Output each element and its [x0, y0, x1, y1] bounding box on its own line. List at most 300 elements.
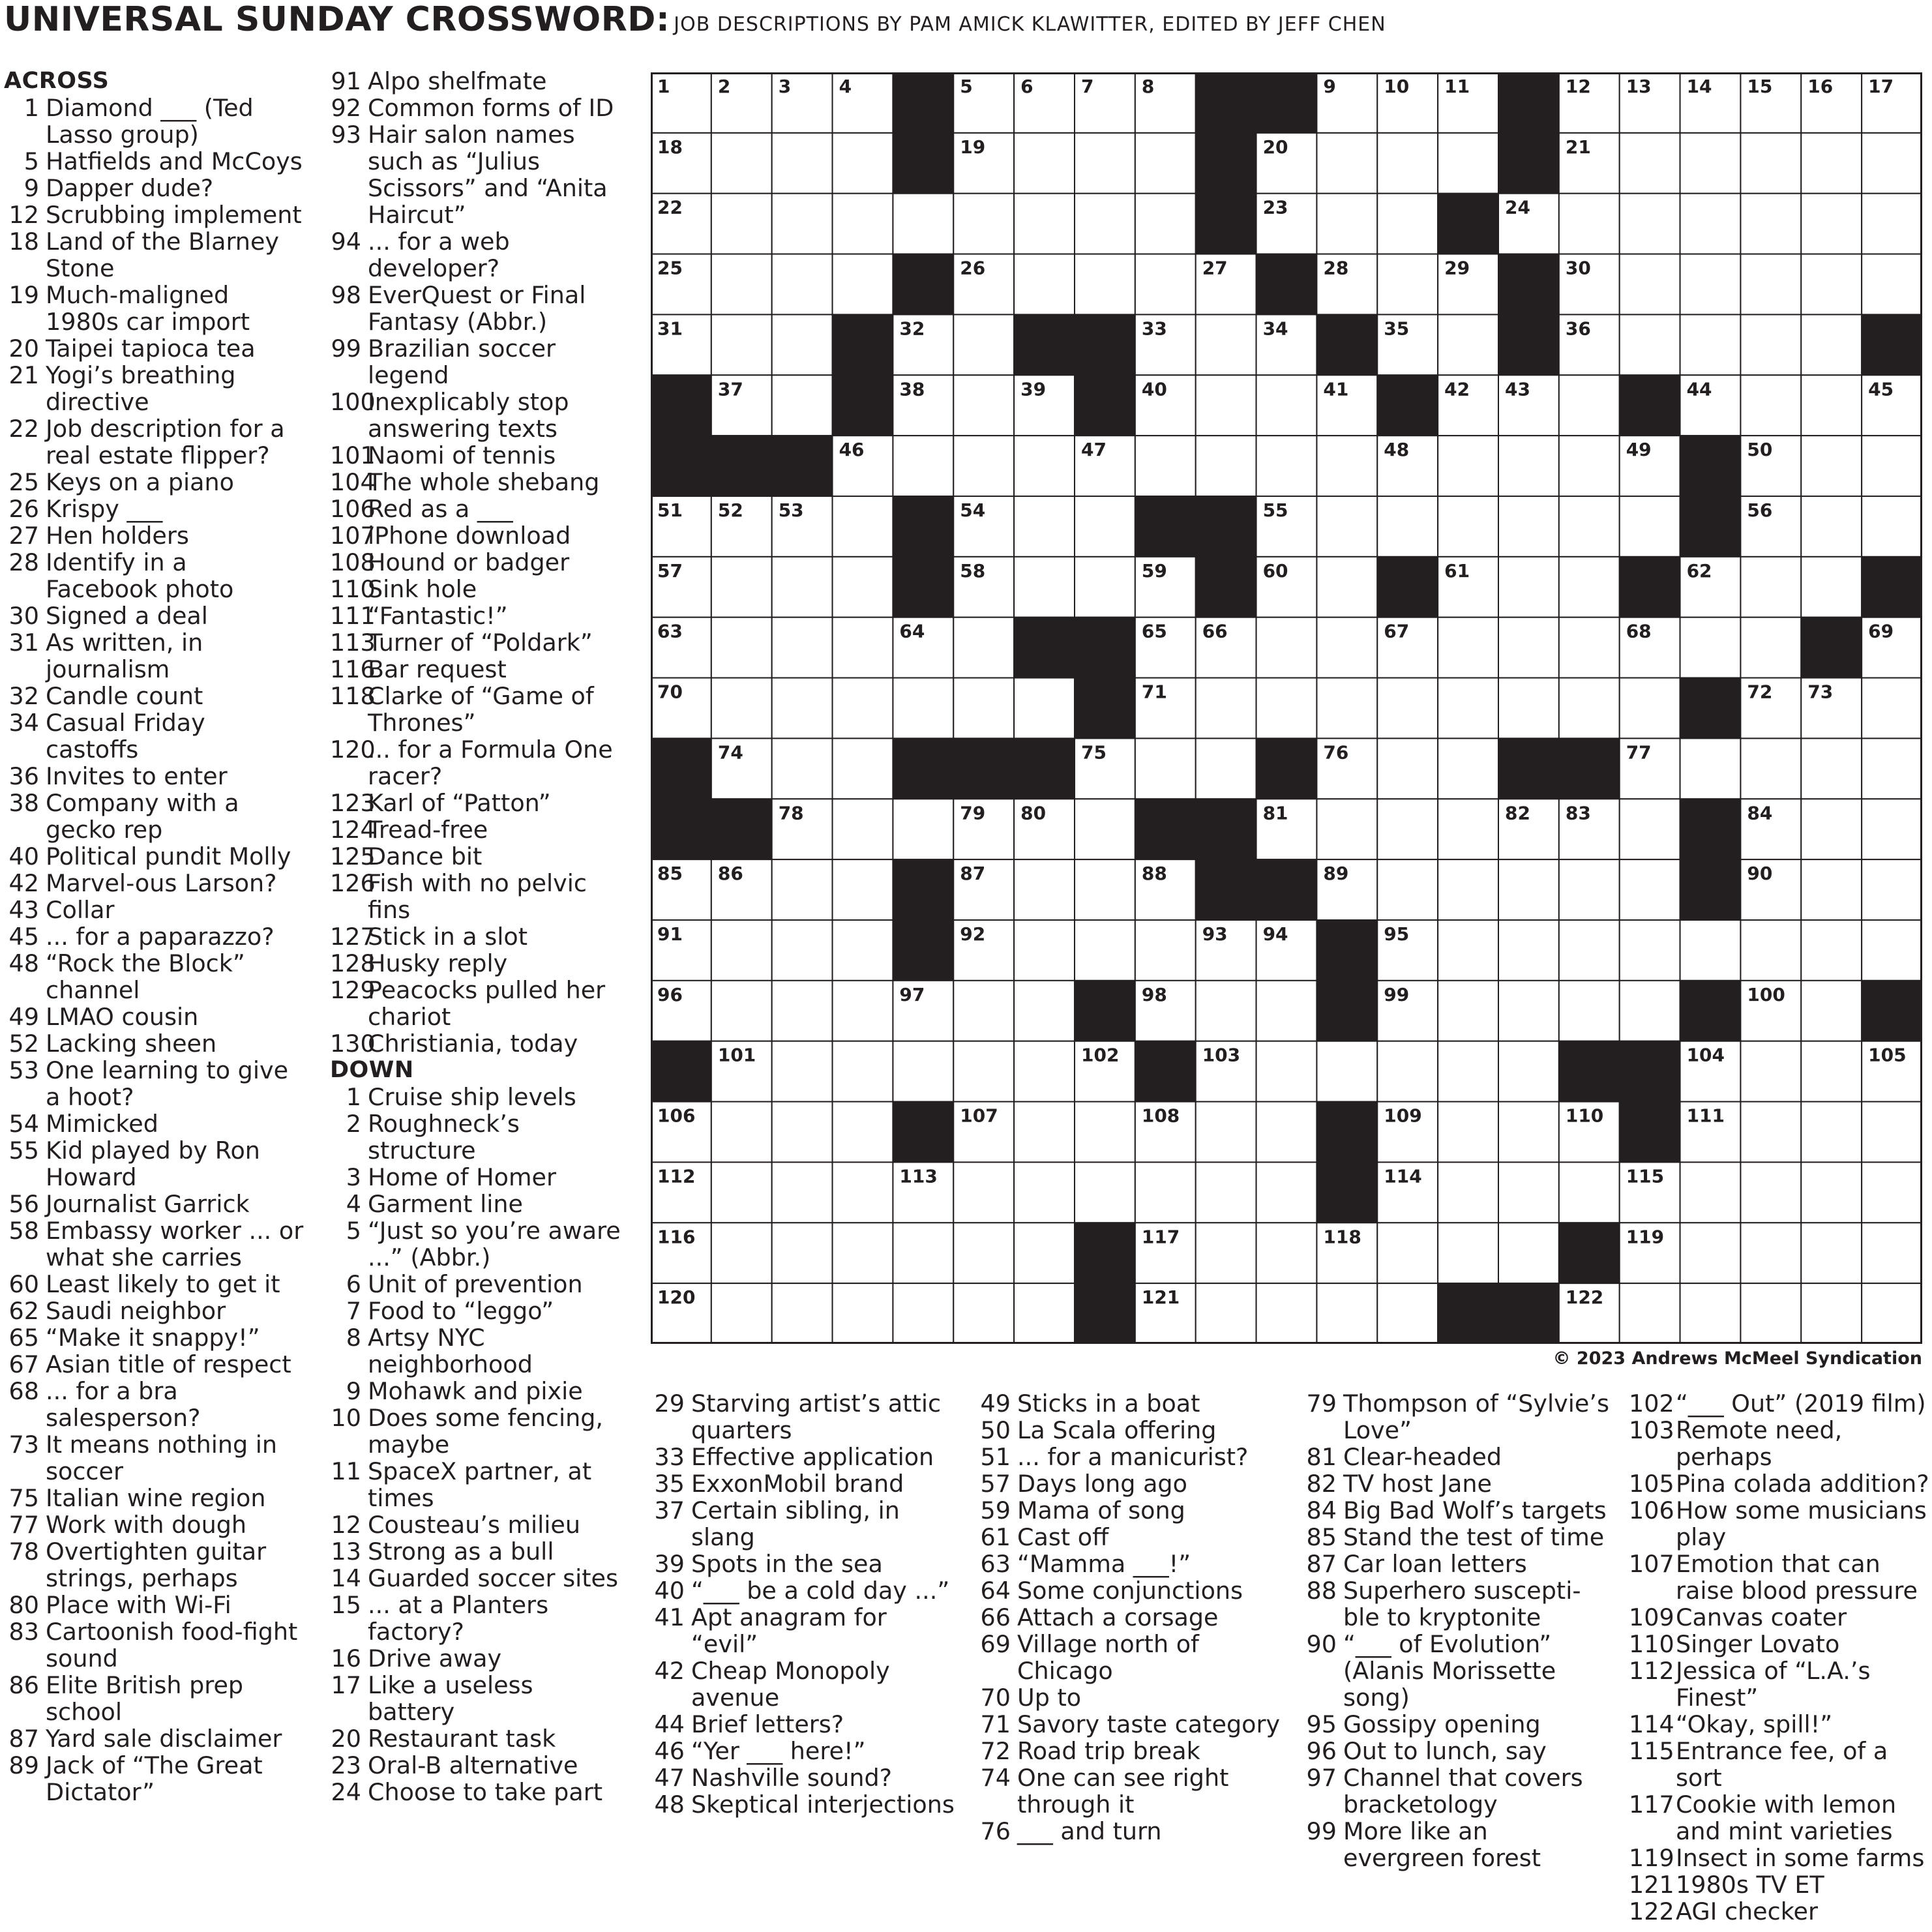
- grid-cell[interactable]: [1862, 799, 1922, 859]
- down-clue-33[interactable]: [651, 1444, 957, 1470]
- across-clue-5[interactable]: [4, 148, 305, 175]
- grid-cell[interactable]: [1014, 1162, 1075, 1223]
- grid-cell[interactable]: [1196, 375, 1256, 436]
- across-clue-106[interactable]: [330, 496, 627, 522]
- down-clue-105[interactable]: [1629, 1470, 1932, 1497]
- across-clue-36[interactable]: [4, 763, 305, 790]
- grid-cell[interactable]: [1438, 617, 1498, 678]
- down-clue-46[interactable]: [651, 1738, 957, 1764]
- grid-cell[interactable]: [1135, 738, 1196, 799]
- across-clue-118[interactable]: [330, 683, 627, 736]
- down-clue-69[interactable]: [977, 1631, 1283, 1684]
- grid-cell[interactable]: [711, 1162, 772, 1223]
- down-clue-81[interactable]: [1303, 1444, 1609, 1470]
- grid-cell[interactable]: [1680, 133, 1741, 194]
- grid-cell[interactable]: [711, 617, 772, 678]
- grid-cell[interactable]: [772, 314, 833, 375]
- grid-cell[interactable]: [953, 1283, 1014, 1344]
- down-clue-115[interactable]: [1629, 1738, 1932, 1791]
- grid-cell[interactable]: [772, 738, 833, 799]
- grid-cell[interactable]: [1498, 1102, 1559, 1163]
- grid-cell[interactable]: [1680, 738, 1741, 799]
- grid-cell[interactable]: [1801, 133, 1862, 194]
- down-clue-15[interactable]: [330, 1592, 627, 1645]
- grid-cell[interactable]: [711, 254, 772, 315]
- grid-cell[interactable]: [772, 1283, 833, 1344]
- grid-cell[interactable]: [1740, 617, 1801, 678]
- down-clue-57[interactable]: [977, 1470, 1283, 1497]
- grid-cell[interactable]: [772, 920, 833, 981]
- across-clue-78[interactable]: [4, 1538, 305, 1592]
- grid-cell[interactable]: [1862, 194, 1922, 254]
- grid-cell[interactable]: [1377, 799, 1438, 859]
- grid-cell[interactable]: [1014, 496, 1075, 557]
- across-clue-43[interactable]: [4, 897, 305, 923]
- grid-cell[interactable]: [1316, 678, 1377, 739]
- grid-cell[interactable]: [1862, 1102, 1922, 1163]
- grid-cell[interactable]: [1740, 133, 1801, 194]
- down-clue-95[interactable]: [1303, 1711, 1609, 1738]
- grid-cell[interactable]: [1740, 314, 1801, 375]
- grid-cell[interactable]: [1801, 981, 1862, 1041]
- grid-cell[interactable]: [1075, 1102, 1135, 1163]
- grid-cell[interactable]: [772, 1223, 833, 1283]
- grid-cell[interactable]: [1498, 920, 1559, 981]
- grid-cell[interactable]: [1740, 254, 1801, 315]
- grid-cell[interactable]: [1438, 859, 1498, 920]
- grid-cell[interactable]: [893, 436, 953, 496]
- down-clue-14[interactable]: [330, 1565, 627, 1592]
- grid-cell[interactable]: [1196, 314, 1256, 375]
- grid-cell[interactable]: [1316, 496, 1377, 557]
- across-clue-45[interactable]: [4, 923, 305, 950]
- grid-cell[interactable]: [833, 254, 893, 315]
- grid-cell[interactable]: [1740, 1041, 1801, 1102]
- grid-cell[interactable]: [772, 1041, 833, 1102]
- down-clue-109[interactable]: [1629, 1604, 1932, 1631]
- grid-cell[interactable]: [772, 1102, 833, 1163]
- grid-cell[interactable]: [1801, 254, 1862, 315]
- across-clue-123[interactable]: [330, 790, 627, 816]
- down-clue-103[interactable]: [1629, 1417, 1932, 1470]
- grid-cell[interactable]: [1801, 1223, 1862, 1283]
- grid-cell[interactable]: [953, 1223, 1014, 1283]
- grid-cell[interactable]: [1438, 1041, 1498, 1102]
- grid-cell[interactable]: [833, 799, 893, 859]
- grid-cell[interactable]: [1801, 496, 1862, 557]
- grid-cell[interactable]: [1135, 194, 1196, 254]
- down-clue-117[interactable]: [1629, 1791, 1932, 1845]
- across-clue-60[interactable]: [4, 1271, 305, 1298]
- down-clue-42[interactable]: [651, 1657, 957, 1711]
- across-clue-104[interactable]: [330, 469, 627, 496]
- down-clue-12[interactable]: [330, 1511, 627, 1538]
- grid-cell[interactable]: [1740, 557, 1801, 617]
- across-clue-125[interactable]: [330, 843, 627, 870]
- across-clue-92[interactable]: [330, 95, 627, 121]
- grid-cell[interactable]: [1316, 194, 1377, 254]
- down-clue-102[interactable]: [1629, 1390, 1932, 1417]
- grid-cell[interactable]: [1014, 133, 1075, 194]
- grid-cell[interactable]: [1438, 1102, 1498, 1163]
- down-clue-59[interactable]: [977, 1497, 1283, 1524]
- grid-cell[interactable]: [833, 1223, 893, 1283]
- grid-cell[interactable]: [953, 375, 1014, 436]
- across-clue-120[interactable]: [330, 736, 627, 790]
- across-clue-77[interactable]: [4, 1511, 305, 1538]
- across-clue-127[interactable]: [330, 923, 627, 950]
- across-clue-62[interactable]: [4, 1298, 305, 1324]
- grid-cell[interactable]: [1075, 557, 1135, 617]
- grid-cell[interactable]: [1559, 1162, 1620, 1223]
- grid-cell[interactable]: [1438, 1223, 1498, 1283]
- grid-cell[interactable]: [1740, 1102, 1801, 1163]
- across-clue-124[interactable]: [330, 816, 627, 843]
- across-clue-12[interactable]: [4, 201, 305, 228]
- grid-cell[interactable]: [1559, 375, 1620, 436]
- grid-cell[interactable]: [1862, 738, 1922, 799]
- down-clue-99[interactable]: [1303, 1818, 1609, 1871]
- across-clue-40[interactable]: [4, 843, 305, 870]
- grid-cell[interactable]: [1377, 194, 1438, 254]
- grid-cell[interactable]: [1620, 678, 1680, 739]
- down-clue-6[interactable]: [330, 1271, 627, 1298]
- grid-cell[interactable]: [1801, 1102, 1862, 1163]
- across-clue-80[interactable]: [4, 1592, 305, 1618]
- grid-cell[interactable]: [1801, 1162, 1862, 1223]
- grid-cell[interactable]: [1801, 859, 1862, 920]
- grid-cell[interactable]: [1740, 738, 1801, 799]
- grid-cell[interactable]: [1316, 436, 1377, 496]
- across-clue-20[interactable]: [4, 335, 305, 362]
- down-clue-17[interactable]: [330, 1672, 627, 1725]
- grid-cell[interactable]: [1256, 375, 1317, 436]
- across-clue-128[interactable]: [330, 950, 627, 977]
- grid-cell[interactable]: [1256, 1041, 1317, 1102]
- grid-cell[interactable]: [772, 254, 833, 315]
- grid-cell[interactable]: [1740, 194, 1801, 254]
- grid-cell[interactable]: [833, 1041, 893, 1102]
- grid-cell[interactable]: [772, 859, 833, 920]
- across-clue-113[interactable]: [330, 629, 627, 656]
- grid-cell[interactable]: [1862, 254, 1922, 315]
- grid-cell[interactable]: [833, 1162, 893, 1223]
- grid-cell[interactable]: [1559, 859, 1620, 920]
- grid-cell[interactable]: [1559, 557, 1620, 617]
- across-clue-52[interactable]: [4, 1030, 305, 1057]
- grid-cell[interactable]: [953, 436, 1014, 496]
- grid-cell[interactable]: [1196, 1102, 1256, 1163]
- down-clue-50[interactable]: [977, 1417, 1283, 1444]
- grid-cell[interactable]: [1438, 799, 1498, 859]
- grid-cell[interactable]: [1862, 496, 1922, 557]
- grid-cell[interactable]: [893, 1041, 953, 1102]
- grid-cell[interactable]: [1075, 920, 1135, 981]
- grid-cell[interactable]: [1135, 1162, 1196, 1223]
- grid-cell[interactable]: [1620, 133, 1680, 194]
- crossword-grid[interactable]: [651, 72, 1922, 1344]
- grid-cell[interactable]: [1680, 1223, 1741, 1283]
- grid-cell[interactable]: [1620, 254, 1680, 315]
- grid-cell[interactable]: [953, 1162, 1014, 1223]
- grid-cell[interactable]: [833, 920, 893, 981]
- grid-cell[interactable]: [1196, 436, 1256, 496]
- grid-cell[interactable]: [711, 678, 772, 739]
- grid-cell[interactable]: [1498, 557, 1559, 617]
- grid-cell[interactable]: [711, 557, 772, 617]
- across-clue-21[interactable]: [4, 362, 305, 415]
- grid-cell[interactable]: [1014, 557, 1075, 617]
- grid-cell[interactable]: [1559, 496, 1620, 557]
- grid-cell[interactable]: [1680, 617, 1741, 678]
- grid-cell[interactable]: [1196, 738, 1256, 799]
- across-clue-18[interactable]: [4, 228, 305, 282]
- grid-cell[interactable]: [833, 1283, 893, 1344]
- down-clue-122[interactable]: [1629, 1898, 1932, 1925]
- down-clue-3[interactable]: [330, 1164, 627, 1191]
- grid-cell[interactable]: [1498, 617, 1559, 678]
- grid-cell[interactable]: [1014, 678, 1075, 739]
- down-clue-49[interactable]: [977, 1390, 1283, 1417]
- across-clue-19[interactable]: [4, 282, 305, 335]
- down-clue-48[interactable]: [651, 1791, 957, 1818]
- grid-cell[interactable]: [1559, 617, 1620, 678]
- grid-cell[interactable]: [893, 678, 953, 739]
- grid-cell[interactable]: [1438, 920, 1498, 981]
- across-clue-111[interactable]: [330, 602, 627, 629]
- grid-cell[interactable]: [953, 1041, 1014, 1102]
- down-clue-85[interactable]: [1303, 1524, 1609, 1551]
- across-clue-65[interactable]: [4, 1324, 305, 1351]
- grid-cell[interactable]: [1075, 859, 1135, 920]
- grid-cell[interactable]: [1014, 1041, 1075, 1102]
- down-clue-63[interactable]: [977, 1551, 1283, 1577]
- grid-cell[interactable]: [1135, 920, 1196, 981]
- across-clue-87[interactable]: [4, 1725, 305, 1752]
- grid-cell[interactable]: [1620, 981, 1680, 1041]
- grid-cell[interactable]: [1014, 254, 1075, 315]
- grid-cell[interactable]: [1014, 436, 1075, 496]
- grid-cell[interactable]: [1377, 1283, 1438, 1344]
- across-clue-42[interactable]: [4, 870, 305, 897]
- grid-cell[interactable]: [833, 738, 893, 799]
- grid-cell[interactable]: [1014, 1102, 1075, 1163]
- down-clue-16[interactable]: [330, 1645, 627, 1672]
- grid-cell[interactable]: [772, 194, 833, 254]
- across-clue-28[interactable]: [4, 549, 305, 602]
- grid-cell[interactable]: [1316, 1041, 1377, 1102]
- across-clue-34[interactable]: [4, 709, 305, 763]
- down-clue-29[interactable]: [651, 1390, 957, 1444]
- across-clue-67[interactable]: [4, 1351, 305, 1378]
- grid-cell[interactable]: [1680, 1162, 1741, 1223]
- grid-cell[interactable]: [1740, 1162, 1801, 1223]
- down-clue-35[interactable]: [651, 1470, 957, 1497]
- grid-cell[interactable]: [1620, 194, 1680, 254]
- grid-cell[interactable]: [1862, 678, 1922, 739]
- grid-cell[interactable]: [833, 496, 893, 557]
- across-clue-54[interactable]: [4, 1110, 305, 1137]
- across-clue-38[interactable]: [4, 790, 305, 843]
- grid-cell[interactable]: [1801, 194, 1862, 254]
- grid-cell[interactable]: [1014, 981, 1075, 1041]
- grid-cell[interactable]: [1498, 981, 1559, 1041]
- grid-cell[interactable]: [1801, 375, 1862, 436]
- grid-cell[interactable]: [1620, 920, 1680, 981]
- grid-cell[interactable]: [1377, 1041, 1438, 1102]
- grid-cell[interactable]: [1438, 738, 1498, 799]
- down-clue-5[interactable]: [330, 1217, 627, 1271]
- grid-cell[interactable]: [1316, 1283, 1377, 1344]
- grid-cell[interactable]: [1256, 678, 1317, 739]
- grid-cell[interactable]: [772, 375, 833, 436]
- grid-cell[interactable]: [1801, 738, 1862, 799]
- grid-cell[interactable]: [1196, 1283, 1256, 1344]
- grid-cell[interactable]: [1862, 1162, 1922, 1223]
- grid-cell[interactable]: [1075, 1162, 1135, 1223]
- across-clue-48[interactable]: [4, 950, 305, 1003]
- down-clue-88[interactable]: [1303, 1577, 1609, 1631]
- across-clue-101[interactable]: [330, 442, 627, 469]
- grid-cell[interactable]: [1377, 254, 1438, 315]
- down-clue-84[interactable]: [1303, 1497, 1609, 1524]
- across-clue-32[interactable]: [4, 683, 305, 709]
- down-clue-2[interactable]: [330, 1110, 627, 1164]
- across-clue-126[interactable]: [330, 870, 627, 923]
- down-clue-87[interactable]: [1303, 1551, 1609, 1577]
- down-clue-106[interactable]: [1629, 1497, 1932, 1551]
- grid-cell[interactable]: [1498, 1223, 1559, 1283]
- grid-cell[interactable]: [772, 557, 833, 617]
- across-clue-53[interactable]: [4, 1057, 305, 1110]
- across-clue-27[interactable]: [4, 522, 305, 549]
- across-clue-83[interactable]: [4, 1618, 305, 1672]
- across-clue-68[interactable]: [4, 1378, 305, 1431]
- grid-cell[interactable]: [772, 981, 833, 1041]
- grid-cell[interactable]: [1135, 254, 1196, 315]
- grid-cell[interactable]: [1620, 1283, 1680, 1344]
- grid-cell[interactable]: [1377, 738, 1438, 799]
- across-clue-73[interactable]: [4, 1431, 305, 1485]
- across-clue-58[interactable]: [4, 1217, 305, 1271]
- grid-cell[interactable]: [1438, 436, 1498, 496]
- grid-cell[interactable]: [1256, 617, 1317, 678]
- grid-cell[interactable]: [1377, 859, 1438, 920]
- grid-cell[interactable]: [1377, 678, 1438, 739]
- down-clue-119[interactable]: [1629, 1845, 1932, 1871]
- down-clue-23[interactable]: [330, 1752, 627, 1779]
- across-clue-31[interactable]: [4, 629, 305, 683]
- grid-cell[interactable]: [1316, 557, 1377, 617]
- across-clue-9[interactable]: [4, 175, 305, 201]
- grid-cell[interactable]: [1862, 920, 1922, 981]
- grid-cell[interactable]: [1316, 617, 1377, 678]
- grid-cell[interactable]: [1620, 859, 1680, 920]
- across-clue-116[interactable]: [330, 656, 627, 683]
- grid-cell[interactable]: [1801, 557, 1862, 617]
- grid-cell[interactable]: [1862, 1283, 1922, 1344]
- grid-cell[interactable]: [1377, 496, 1438, 557]
- grid-cell[interactable]: [1438, 981, 1498, 1041]
- grid-cell[interactable]: [1680, 194, 1741, 254]
- grid-cell[interactable]: [1014, 1283, 1075, 1344]
- grid-cell[interactable]: [1620, 314, 1680, 375]
- grid-cell[interactable]: [772, 617, 833, 678]
- grid-cell[interactable]: [711, 920, 772, 981]
- grid-cell[interactable]: [1256, 1223, 1317, 1283]
- across-clue-1[interactable]: [4, 95, 305, 148]
- grid-cell[interactable]: [1135, 133, 1196, 194]
- grid-cell[interactable]: [1438, 133, 1498, 194]
- across-clue-55[interactable]: [4, 1137, 305, 1191]
- grid-cell[interactable]: [1740, 375, 1801, 436]
- grid-cell[interactable]: [1075, 496, 1135, 557]
- grid-cell[interactable]: [1075, 133, 1135, 194]
- grid-cell[interactable]: [1801, 314, 1862, 375]
- down-clue-13[interactable]: [330, 1538, 627, 1565]
- grid-cell[interactable]: [1862, 436, 1922, 496]
- across-clue-49[interactable]: [4, 1003, 305, 1030]
- down-clue-8[interactable]: [330, 1324, 627, 1378]
- grid-cell[interactable]: [833, 133, 893, 194]
- grid-cell[interactable]: [1196, 1223, 1256, 1283]
- grid-cell[interactable]: [953, 981, 1014, 1041]
- grid-cell[interactable]: [1196, 981, 1256, 1041]
- grid-cell[interactable]: [711, 194, 772, 254]
- down-clue-74[interactable]: [977, 1764, 1283, 1818]
- grid-cell[interactable]: [1862, 859, 1922, 920]
- down-clue-20[interactable]: [330, 1725, 627, 1752]
- down-clue-24[interactable]: [330, 1779, 627, 1806]
- grid-cell[interactable]: [1801, 436, 1862, 496]
- grid-cell[interactable]: [833, 1102, 893, 1163]
- grid-cell[interactable]: [1256, 1283, 1317, 1344]
- across-clue-100[interactable]: [330, 389, 627, 442]
- down-clue-70[interactable]: [977, 1684, 1283, 1711]
- down-clue-96[interactable]: [1303, 1738, 1609, 1764]
- grid-cell[interactable]: [1862, 1223, 1922, 1283]
- grid-cell[interactable]: [1377, 1223, 1438, 1283]
- grid-cell[interactable]: [1498, 496, 1559, 557]
- down-clue-44[interactable]: [651, 1711, 957, 1738]
- across-clue-30[interactable]: [4, 602, 305, 629]
- grid-cell[interactable]: [1256, 1162, 1317, 1223]
- grid-cell[interactable]: [1620, 496, 1680, 557]
- down-clue-64[interactable]: [977, 1577, 1283, 1604]
- crossword-grid-svg[interactable]: [651, 72, 1922, 1344]
- grid-cell[interactable]: [1559, 678, 1620, 739]
- grid-cell[interactable]: [833, 194, 893, 254]
- grid-cell[interactable]: [1862, 133, 1922, 194]
- across-clue-91[interactable]: [330, 68, 627, 95]
- grid-cell[interactable]: [1801, 799, 1862, 859]
- grid-cell[interactable]: [1014, 194, 1075, 254]
- grid-cell[interactable]: [772, 133, 833, 194]
- down-clue-72[interactable]: [977, 1738, 1283, 1764]
- grid-cell[interactable]: [893, 799, 953, 859]
- grid-cell[interactable]: [953, 194, 1014, 254]
- grid-cell[interactable]: [1498, 1162, 1559, 1223]
- down-clue-114[interactable]: [1629, 1711, 1932, 1738]
- grid-cell[interactable]: [1316, 133, 1377, 194]
- down-clue-90[interactable]: [1303, 1631, 1609, 1711]
- down-clue-7[interactable]: [330, 1298, 627, 1324]
- grid-cell[interactable]: [711, 981, 772, 1041]
- grid-cell[interactable]: [1075, 799, 1135, 859]
- grid-cell[interactable]: [772, 1162, 833, 1223]
- across-clue-110[interactable]: [330, 576, 627, 602]
- grid-cell[interactable]: [833, 859, 893, 920]
